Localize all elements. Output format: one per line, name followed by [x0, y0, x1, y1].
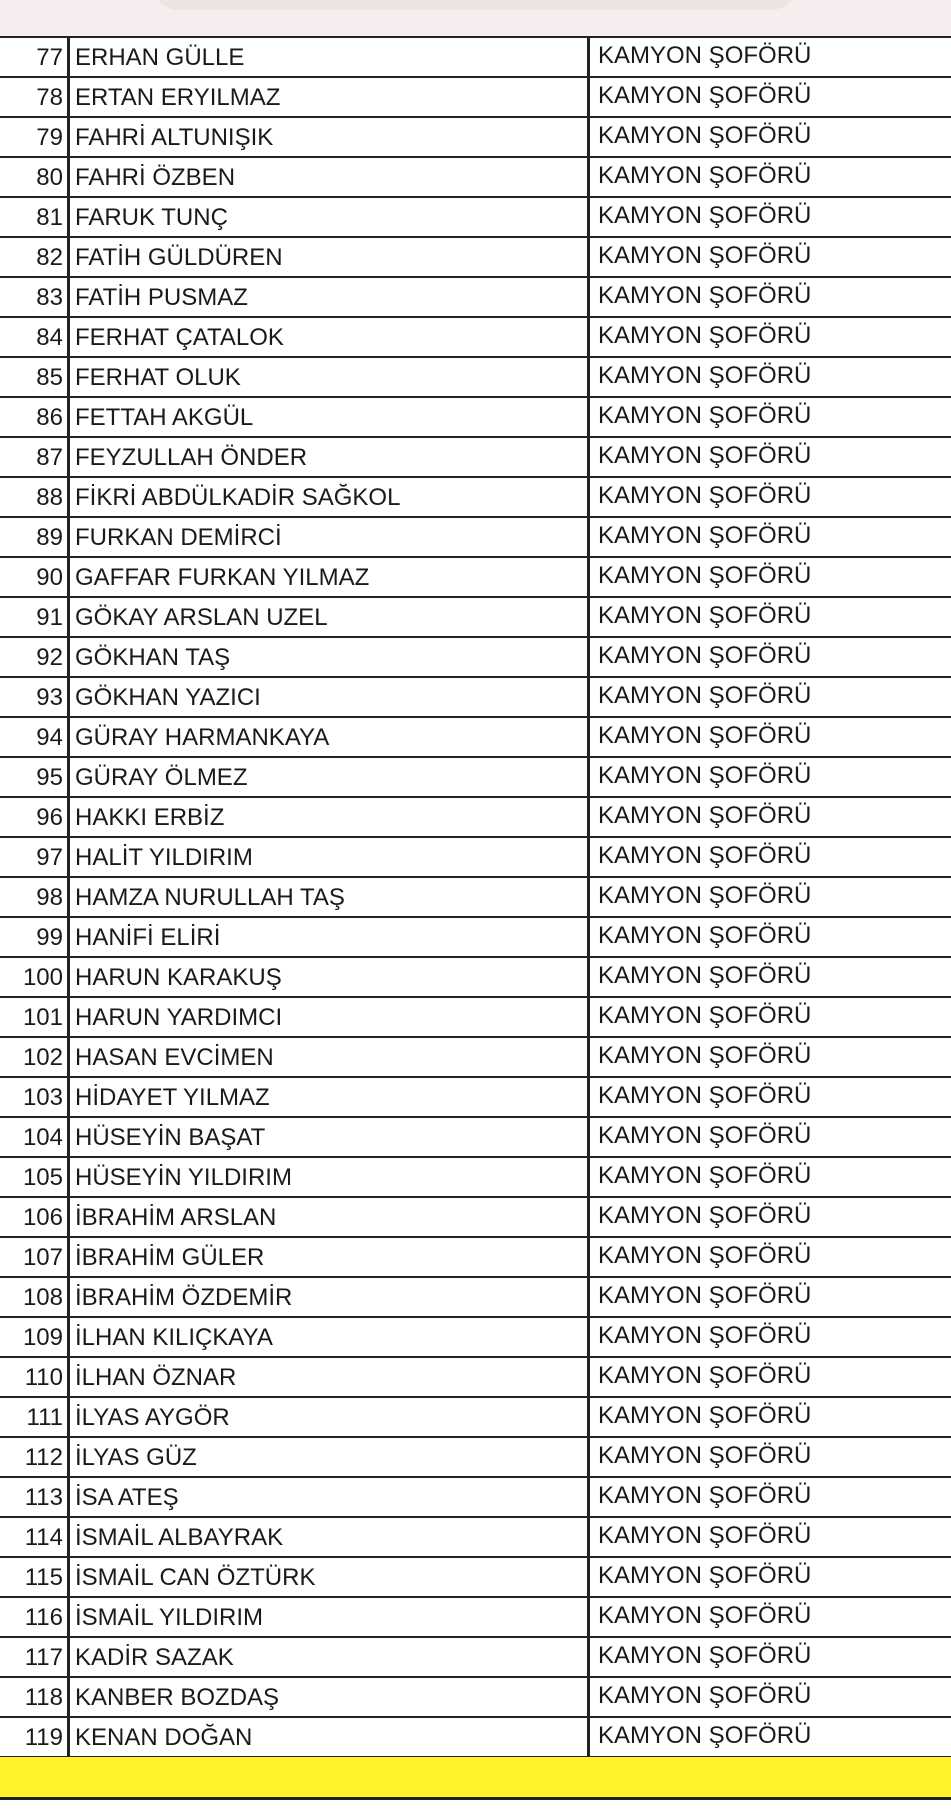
- employee-name: FERHAT OLUK: [70, 358, 590, 396]
- row-number: 80: [0, 158, 70, 196]
- table-row: [0, 1558, 951, 1598]
- row-number: 96: [0, 798, 70, 836]
- employee-name: HAKKI ERBİZ: [70, 798, 590, 836]
- top-pill: [150, 0, 800, 10]
- job-title: KAMYON ŞOFÖRÜ: [598, 882, 812, 909]
- employee-name: İSMAİL YILDIRIM: [70, 1598, 590, 1636]
- table-row: [0, 1038, 951, 1078]
- employee-name: HARUN KARAKUŞ: [70, 958, 590, 996]
- employee-name: HALİT YILDIRIM: [70, 838, 590, 876]
- employee-name: FURKAN DEMİRCİ: [70, 518, 590, 556]
- table-row: [0, 1478, 951, 1518]
- employee-name: FATİH GÜLDÜREN: [70, 238, 590, 276]
- row-number: 88: [0, 478, 70, 516]
- personnel-table: [0, 36, 951, 1758]
- job-title: KAMYON ŞOFÖRÜ: [598, 322, 812, 349]
- employee-name: HÜSEYİN BAŞAT: [70, 1118, 590, 1156]
- row-number: 93: [0, 678, 70, 716]
- job-title: KAMYON ŞOFÖRÜ: [598, 1362, 812, 1389]
- row-number: 114: [0, 1518, 70, 1556]
- employee-name: İBRAHİM ARSLAN: [70, 1198, 590, 1236]
- table-row: [0, 838, 951, 878]
- row-number: 82: [0, 238, 70, 276]
- job-title: KAMYON ŞOFÖRÜ: [598, 122, 812, 149]
- table-row: [0, 718, 951, 758]
- table-row: [0, 638, 951, 678]
- table-row: [0, 1638, 951, 1678]
- job-title: KAMYON ŞOFÖRÜ: [598, 1522, 812, 1549]
- table-row: [0, 1518, 951, 1558]
- table-row: [0, 278, 951, 318]
- table-row: [0, 878, 951, 918]
- employee-name: KADİR SAZAK: [70, 1638, 590, 1676]
- table-row: [0, 1118, 951, 1158]
- employee-name: FİKRİ ABDÜLKADİR SAĞKOL: [70, 478, 590, 516]
- row-number: 92: [0, 638, 70, 676]
- bottom-margin: [0, 1800, 951, 1813]
- row-number: 109: [0, 1318, 70, 1356]
- job-title: KAMYON ŞOFÖRÜ: [598, 1602, 812, 1629]
- job-title: KAMYON ŞOFÖRÜ: [598, 1282, 812, 1309]
- table-row: [0, 998, 951, 1038]
- table-row: [0, 1198, 951, 1238]
- table-row: [0, 678, 951, 718]
- job-title: KAMYON ŞOFÖRÜ: [598, 762, 812, 789]
- table-row: [0, 1078, 951, 1118]
- employee-name: FAHRİ ALTUNIŞIK: [70, 118, 590, 156]
- row-number: 116: [0, 1598, 70, 1636]
- table-row: [0, 438, 951, 478]
- table-row: [0, 958, 951, 998]
- job-title: KAMYON ŞOFÖRÜ: [598, 1042, 812, 1069]
- table-row: [0, 1438, 951, 1478]
- job-title: KAMYON ŞOFÖRÜ: [598, 482, 812, 509]
- employee-name: HARUN YARDIMCI: [70, 998, 590, 1036]
- employee-name: İBRAHİM GÜLER: [70, 1238, 590, 1276]
- job-title: KAMYON ŞOFÖRÜ: [598, 602, 812, 629]
- job-title: KAMYON ŞOFÖRÜ: [598, 1642, 812, 1669]
- row-number: 101: [0, 998, 70, 1036]
- row-number: 99: [0, 918, 70, 956]
- table-row: [0, 598, 951, 638]
- employee-name: GÖKHAN YAZICI: [70, 678, 590, 716]
- row-number: 119: [0, 1718, 70, 1756]
- job-title: KAMYON ŞOFÖRÜ: [598, 242, 812, 269]
- employee-name: İBRAHİM ÖZDEMİR: [70, 1278, 590, 1316]
- table-row: [0, 1718, 951, 1758]
- row-number: 107: [0, 1238, 70, 1276]
- employee-name: HANİFİ ELİRİ: [70, 918, 590, 956]
- table-row: [0, 1398, 951, 1438]
- job-title: KAMYON ŞOFÖRÜ: [598, 442, 812, 469]
- job-title: KAMYON ŞOFÖRÜ: [598, 1442, 812, 1469]
- job-title: KAMYON ŞOFÖRÜ: [598, 562, 812, 589]
- table-row: [0, 398, 951, 438]
- job-title: KAMYON ŞOFÖRÜ: [598, 842, 812, 869]
- table-row: [0, 118, 951, 158]
- row-number: 100: [0, 958, 70, 996]
- employee-name: ERTAN ERYILMAZ: [70, 78, 590, 116]
- highlight-band: [0, 1757, 951, 1800]
- job-title: KAMYON ŞOFÖRÜ: [598, 402, 812, 429]
- row-number: 81: [0, 198, 70, 236]
- employee-name: FERHAT ÇATALOK: [70, 318, 590, 356]
- employee-name: GAFFAR FURKAN YILMAZ: [70, 558, 590, 596]
- employee-name: FATİH PUSMAZ: [70, 278, 590, 316]
- table-row: [0, 38, 951, 78]
- top-strip: [0, 0, 951, 36]
- row-number: 87: [0, 438, 70, 476]
- employee-name: HÜSEYİN YILDIRIM: [70, 1158, 590, 1196]
- employee-name: İLHAN KILIÇKAYA: [70, 1318, 590, 1356]
- table-row: [0, 518, 951, 558]
- employee-name: FARUK TUNÇ: [70, 198, 590, 236]
- employee-name: İLHAN ÖZNAR: [70, 1358, 590, 1396]
- job-title: KAMYON ŞOFÖRÜ: [598, 1682, 812, 1709]
- job-title: KAMYON ŞOFÖRÜ: [598, 1202, 812, 1229]
- table-row: [0, 1318, 951, 1358]
- job-title: KAMYON ŞOFÖRÜ: [598, 42, 812, 69]
- employee-name: FAHRİ ÖZBEN: [70, 158, 590, 196]
- employee-name: KENAN DOĞAN: [70, 1718, 590, 1756]
- row-number: 77: [0, 38, 70, 76]
- row-number: 83: [0, 278, 70, 316]
- row-number: 117: [0, 1638, 70, 1676]
- employee-name: İLYAS GÜZ: [70, 1438, 590, 1476]
- job-title: KAMYON ŞOFÖRÜ: [598, 82, 812, 109]
- job-title: KAMYON ŞOFÖRÜ: [598, 162, 812, 189]
- job-title: KAMYON ŞOFÖRÜ: [598, 1562, 812, 1589]
- employee-name: ERHAN GÜLLE: [70, 38, 590, 76]
- employee-name: KANBER BOZDAŞ: [70, 1678, 590, 1716]
- job-title: KAMYON ŞOFÖRÜ: [598, 802, 812, 829]
- job-title: KAMYON ŞOFÖRÜ: [598, 682, 812, 709]
- employee-name: HASAN EVCİMEN: [70, 1038, 590, 1076]
- row-number: 113: [0, 1478, 70, 1516]
- table-row: [0, 558, 951, 598]
- employee-name: İLYAS AYGÖR: [70, 1398, 590, 1436]
- row-number: 84: [0, 318, 70, 356]
- table-row: [0, 1678, 951, 1718]
- row-number: 85: [0, 358, 70, 396]
- row-number: 91: [0, 598, 70, 636]
- job-title: KAMYON ŞOFÖRÜ: [598, 1122, 812, 1149]
- row-number: 90: [0, 558, 70, 596]
- table-row: [0, 1238, 951, 1278]
- job-title: KAMYON ŞOFÖRÜ: [598, 1322, 812, 1349]
- job-title: KAMYON ŞOFÖRÜ: [598, 1722, 812, 1749]
- employee-name: GÜRAY HARMANKAYA: [70, 718, 590, 756]
- row-number: 118: [0, 1678, 70, 1716]
- job-title: KAMYON ŞOFÖRÜ: [598, 202, 812, 229]
- row-number: 110: [0, 1358, 70, 1396]
- job-title: KAMYON ŞOFÖRÜ: [598, 1242, 812, 1269]
- job-title: KAMYON ŞOFÖRÜ: [598, 282, 812, 309]
- row-number: 104: [0, 1118, 70, 1156]
- row-number: 112: [0, 1438, 70, 1476]
- job-title: KAMYON ŞOFÖRÜ: [598, 362, 812, 389]
- row-number: 95: [0, 758, 70, 796]
- row-number: 102: [0, 1038, 70, 1076]
- employee-name: İSA ATEŞ: [70, 1478, 590, 1516]
- table-row: [0, 158, 951, 198]
- job-title: KAMYON ŞOFÖRÜ: [598, 1002, 812, 1029]
- row-number: 115: [0, 1558, 70, 1596]
- employee-name: GÖKAY ARSLAN UZEL: [70, 598, 590, 636]
- table-row: [0, 1158, 951, 1198]
- employee-name: HAMZA NURULLAH TAŞ: [70, 878, 590, 916]
- employee-name: GÖKHAN TAŞ: [70, 638, 590, 676]
- job-title: KAMYON ŞOFÖRÜ: [598, 1082, 812, 1109]
- job-title: KAMYON ŞOFÖRÜ: [598, 722, 812, 749]
- job-title: KAMYON ŞOFÖRÜ: [598, 522, 812, 549]
- row-number: 108: [0, 1278, 70, 1316]
- table-row: [0, 758, 951, 798]
- table-row: [0, 1358, 951, 1398]
- row-number: 94: [0, 718, 70, 756]
- table-row: [0, 238, 951, 278]
- row-number: 103: [0, 1078, 70, 1116]
- row-number: 106: [0, 1198, 70, 1236]
- row-number: 89: [0, 518, 70, 556]
- table-row: [0, 358, 951, 398]
- row-number: 86: [0, 398, 70, 436]
- employee-name: FETTAH AKGÜL: [70, 398, 590, 436]
- job-title: KAMYON ŞOFÖRÜ: [598, 1162, 812, 1189]
- job-title: KAMYON ŞOFÖRÜ: [598, 1402, 812, 1429]
- row-number: 97: [0, 838, 70, 876]
- table-row: [0, 318, 951, 358]
- table-row: [0, 798, 951, 838]
- row-number: 111: [0, 1398, 70, 1436]
- row-number: 98: [0, 878, 70, 916]
- job-title: KAMYON ŞOFÖRÜ: [598, 922, 812, 949]
- row-number: 79: [0, 118, 70, 156]
- job-title: KAMYON ŞOFÖRÜ: [598, 1482, 812, 1509]
- table-row: [0, 478, 951, 518]
- table-row: [0, 918, 951, 958]
- table-row: [0, 198, 951, 238]
- job-title: KAMYON ŞOFÖRÜ: [598, 642, 812, 669]
- table-row: [0, 1598, 951, 1638]
- employee-name: FEYZULLAH ÖNDER: [70, 438, 590, 476]
- job-title: KAMYON ŞOFÖRÜ: [598, 962, 812, 989]
- employee-name: İSMAİL ALBAYRAK: [70, 1518, 590, 1556]
- table-row: [0, 1278, 951, 1318]
- row-number: 105: [0, 1158, 70, 1196]
- employee-name: HİDAYET YILMAZ: [70, 1078, 590, 1116]
- row-number: 78: [0, 78, 70, 116]
- employee-name: İSMAİL CAN ÖZTÜRK: [70, 1558, 590, 1596]
- employee-name: GÜRAY ÖLMEZ: [70, 758, 590, 796]
- table-row: [0, 78, 951, 118]
